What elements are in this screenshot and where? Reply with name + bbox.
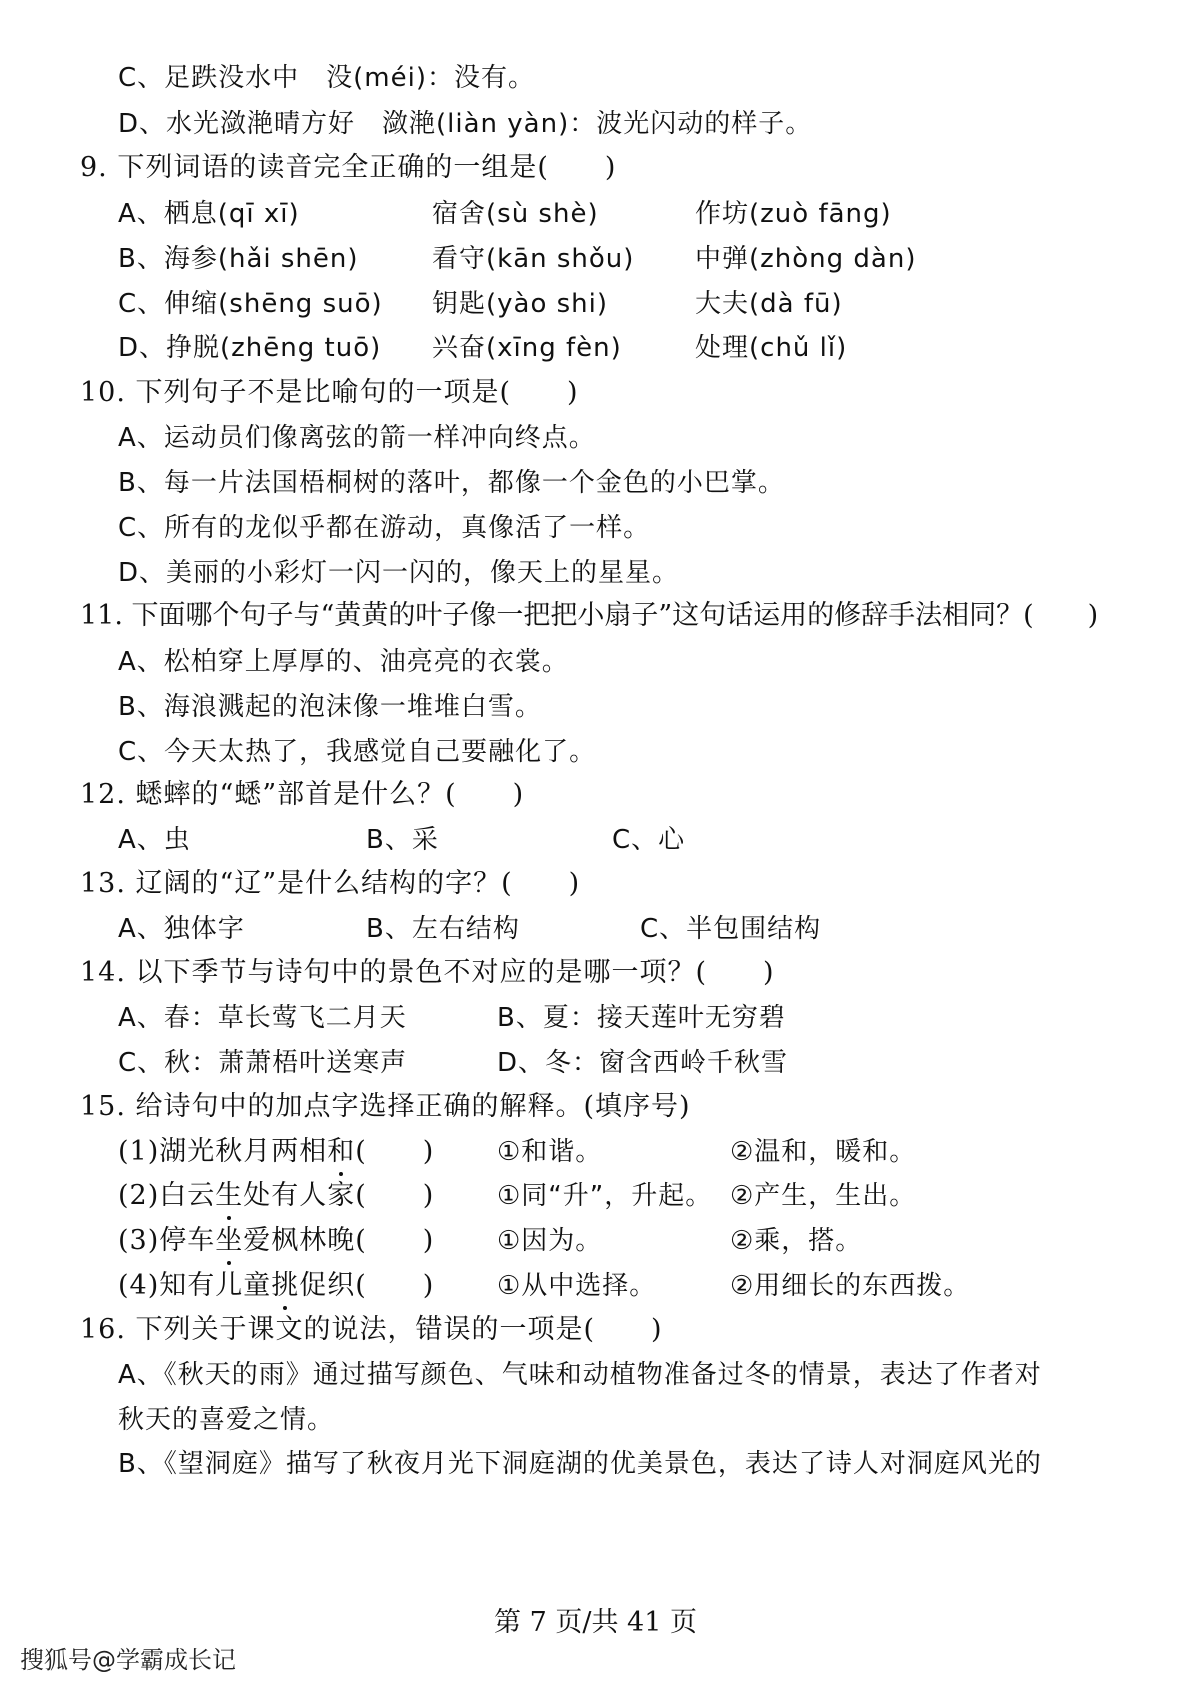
question-9: 9. 下列词语的读音完全正确的一组是( ): [80, 152, 617, 183]
q15-item-1: [118, 1134, 434, 1170]
q10-option-b: B、每一片法国梧桐树的落叶，都像一个金色的小巴掌。: [118, 468, 785, 498]
question-16: 16. 下列关于课文的说法，错误的一项是( ): [80, 1314, 663, 1345]
q9-option-b2: 看守(kān shǒu): [432, 244, 635, 274]
q15-item-4: [118, 1268, 434, 1304]
q15-4-choice-1: ①从中选择。: [497, 1271, 657, 1301]
q9-option-b3: 中弹(zhòng dàn): [695, 244, 917, 274]
q16-option-b-line1: B、《望洞庭》描写了秋夜月光下洞庭湖的优美景色，表达了诗人对洞庭风光的: [118, 1449, 1042, 1479]
q9-option-c1: C、伸缩(shēng suō): [118, 289, 383, 319]
q13-option-b: B、左右结构: [366, 914, 520, 944]
q15-4-post: 促织( ): [299, 1270, 435, 1301]
q14-option-c: C、秋：萧萧梧叶送寒声: [118, 1048, 408, 1078]
line-d-option: D、水光潋滟晴方好 潋滟(liàn yàn)：波光闪动的样子。: [118, 109, 813, 139]
q15-2-post: 处有人家( ): [243, 1180, 435, 1211]
q9-option-b1: B、海参(hǎi shēn): [118, 244, 359, 274]
q11-option-b: B、海浪溅起的泡沫像一堆堆白雪。: [118, 692, 542, 722]
watermark: 搜狐号@学霸成长记: [20, 1646, 236, 1674]
q15-1-choice-1: ①和谐。: [497, 1137, 603, 1167]
q15-item-2: [118, 1178, 434, 1214]
q15-2-pre: (2)白云: [118, 1180, 216, 1211]
q9-option-d3: 处理(chǔ lǐ): [695, 333, 848, 363]
q15-1-dotted-char: 和: [327, 1134, 355, 1170]
q16-option-a-line1: A、《秋天的雨》通过描写颜色、气味和动植物准备过冬的情景，表达了作者对: [118, 1360, 1042, 1390]
q15-3-dotted-char: 坐: [215, 1223, 243, 1259]
q15-1-pre: (1)湖光秋月两相: [118, 1136, 328, 1167]
question-15: 15. 给诗句中的加点字选择正确的解释。(填序号): [80, 1091, 691, 1122]
q15-3-post: 爱枫林晚( ): [243, 1225, 435, 1256]
question-10: 10. 下列句子不是比喻句的一项是( ): [80, 377, 579, 408]
q15-3-choice-2: ②乘，搭。: [730, 1226, 863, 1256]
q10-option-a: A、运动员们像离弦的箭一样冲向终点。: [118, 423, 596, 453]
page-number-footer: 第 7 页/共 41 页: [494, 1607, 697, 1638]
q11-option-a: A、松柏穿上厚厚的、油亮亮的衣裳。: [118, 647, 569, 677]
q15-3-choice-1: ①因为。: [497, 1226, 603, 1256]
q11-option-c: C、今天太热了，我感觉自己要融化了。: [118, 737, 597, 767]
q9-option-d1: D、挣脱(zhēng tuō): [118, 333, 382, 363]
q15-4-pre: (4)知有儿童: [118, 1270, 272, 1301]
q15-4-choice-2: ②用细长的东西拨。: [730, 1271, 971, 1301]
q9-option-a3: 作坊(zuò fāng): [695, 199, 892, 229]
q15-4-dotted-char: 挑: [271, 1268, 299, 1304]
q9-option-c2: 钥匙(yào shi): [432, 289, 609, 319]
q16-option-a-line2: 秋天的喜爱之情。: [118, 1405, 335, 1435]
q15-2-choice-1: ①同“升”，升起。: [497, 1181, 713, 1211]
q15-1-blank: ( ): [355, 1136, 435, 1167]
q14-option-d: D、冬：窗含西岭千秋雪: [497, 1048, 789, 1078]
q10-option-c: C、所有的龙似乎都在游动，真像活了一样。: [118, 513, 651, 543]
q12-option-b: B、采: [366, 825, 439, 855]
q15-1-choice-2: ②温和，暖和。: [730, 1137, 917, 1167]
q13-option-c: C、半包围结构: [640, 914, 822, 944]
q10-option-d: D、美丽的小彩灯一闪一闪的，像天上的星星。: [118, 558, 680, 588]
line-c-option: C、足跌没水中 没(méi)：没有。: [118, 63, 535, 93]
q9-option-a2: 宿舍(sù shè): [432, 199, 599, 229]
question-14: 14. 以下季节与诗句中的景色不对应的是哪一项？( ): [80, 957, 775, 988]
q9-option-c3: 大夫(dà fū): [695, 289, 843, 319]
q15-3-pre: (3)停车: [118, 1225, 216, 1256]
q12-option-c: C、心: [612, 825, 686, 855]
question-12: 12. 蟋蟀的“蟋”部首是什么？( ): [80, 779, 525, 810]
question-11: 11. 下面哪个句子与“黄黄的叶子像一把把小扇子”这句话运用的修辞手法相同？( ): [80, 600, 1099, 631]
q15-2-dotted-char: 生: [215, 1178, 243, 1214]
q15-item-3: [118, 1223, 434, 1259]
q9-option-a1: A、栖息(qī xī): [118, 199, 300, 229]
q14-option-a: A、春：草长莺飞二月天: [118, 1003, 407, 1033]
q9-option-d2: 兴奋(xīng fèn): [432, 333, 622, 363]
q14-option-b: B、夏：接天莲叶无穷碧: [497, 1003, 786, 1033]
q13-option-a: A、独体字: [118, 914, 245, 944]
question-13: 13. 辽阔的“辽”是什么结构的字？( ): [80, 868, 581, 899]
q12-option-a: A、虫: [118, 825, 191, 855]
q15-2-choice-2: ②产生，生出。: [730, 1181, 917, 1211]
